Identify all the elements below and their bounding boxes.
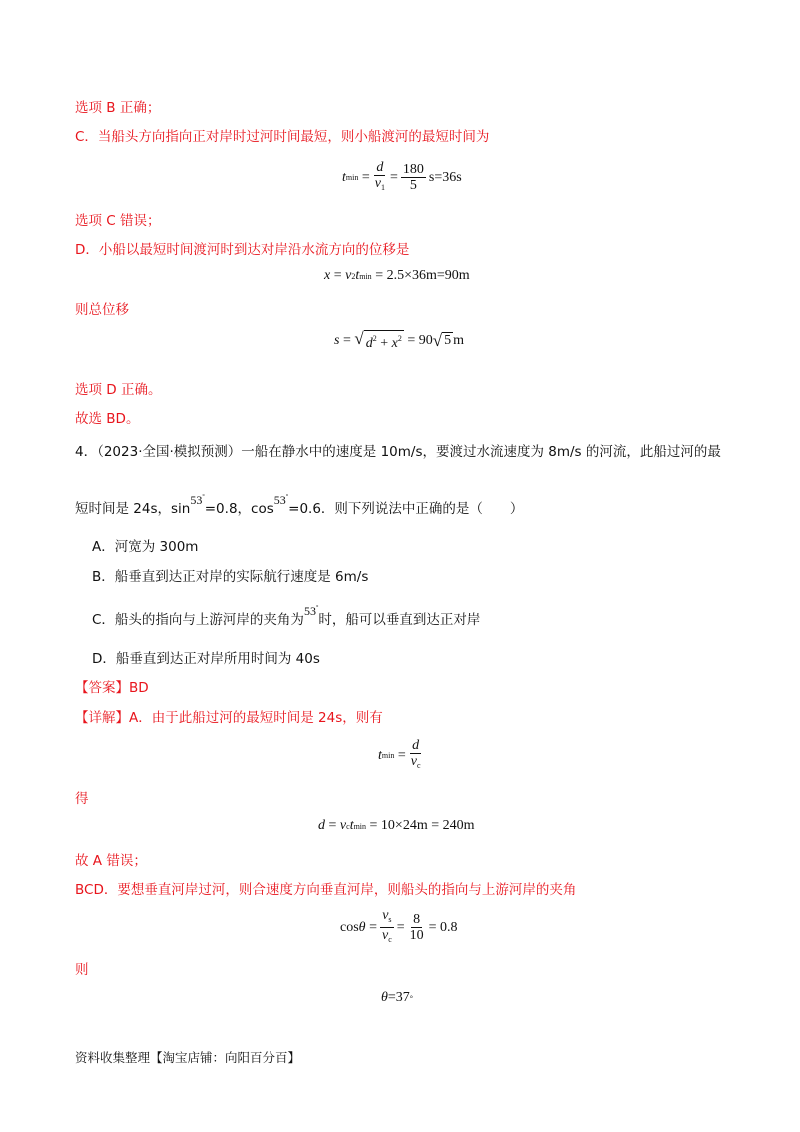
footer-text: 资料收集整理【淘宝店铺：向阳百分百】	[75, 1050, 301, 1065]
text-fragment: 短时间是 24s，sin	[75, 501, 191, 517]
angle-53: 53°	[190, 493, 205, 507]
option-d: D．船垂直到达正对岸所用时间为 40s	[92, 651, 320, 667]
text-line: 选项 D 正确。	[75, 382, 162, 398]
answer-line: 【答案】BD	[75, 680, 149, 696]
text-line: 则	[75, 962, 89, 978]
text-fragment: C．船头的指向与上游河岸的夹角为	[92, 612, 304, 628]
angle-53: 53°	[303, 604, 319, 618]
equation-s: s = √ $d^2 + x^2$ = 90 √ 5 m	[334, 329, 464, 351]
text-line: 故 A 错误；	[75, 853, 147, 869]
text-line: 选项 C 错误；	[75, 213, 161, 229]
equation-d: d = v c t min = 10×24m = 240m	[318, 818, 475, 833]
text-fragment: =0.6．则下列说法中正确的是（ ）	[288, 501, 524, 517]
equation-tmin-dvc: t min = $\frac{d}{v_c}$	[378, 738, 421, 770]
text-line: BCD．要想垂直河岸过河，则合速度方向垂直河岸，则船头的指向与上游河岸的夹角	[75, 882, 577, 898]
equation-x: x = v 2 t min = 2.5×36m=90m	[324, 268, 470, 283]
angle-value: 53	[190, 493, 203, 507]
question-4-line1: 4．（2023·全国·模拟预测）一船在静水中的速度是 10m/s，要渡过水流速度为 8m/s 的河流，此船过河的最	[75, 444, 721, 460]
text-line: 故选 BD。	[75, 411, 140, 427]
angle-value: 53	[303, 604, 316, 618]
question-4-line2	[75, 493, 524, 518]
option-c	[92, 604, 481, 629]
angle-value: 53	[273, 493, 286, 507]
text-fragment: 时，船可以垂直到达正对岸	[318, 612, 481, 628]
equation-cos: cos θ = $\frac{v_s}{v_c}$ = $\frac{8}{10}$ = 0.8	[340, 908, 458, 944]
detail-line: 【详解】A．由于此船过河的最短时间是 24s，则有	[75, 710, 383, 726]
text-fragment: =0.8，cos	[204, 501, 274, 517]
angle-53: 53°	[273, 493, 289, 507]
text-line: 选项 B 正确；	[75, 100, 161, 116]
equation-tmin: t min = $\frac{d}{v_1}$ = $\frac{180}{5}$ s=36s	[342, 160, 462, 193]
text-line: 得	[75, 791, 89, 807]
text-line: 则总位移	[75, 302, 129, 318]
equation-theta: θ =37 °	[381, 990, 413, 1005]
option-b: B．船垂直到达正对岸的实际航行速度是 6m/s	[92, 569, 369, 585]
text-line: C．当船头方向指向正对岸时过河时间最短，则小船渡河的最短时间为	[75, 129, 490, 145]
option-a: A．河宽为 300m	[92, 539, 199, 555]
text-line: D．小船以最短时间渡河时到达对岸沿水流方向的位移是	[75, 242, 410, 258]
